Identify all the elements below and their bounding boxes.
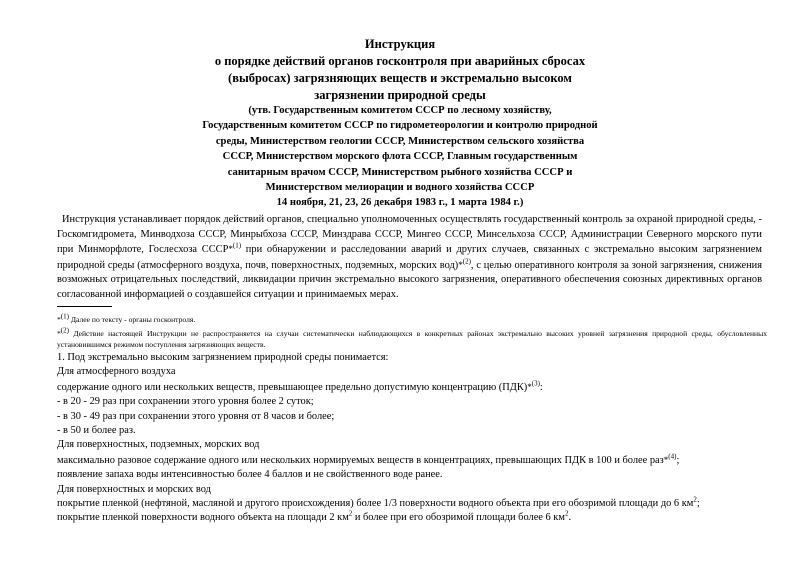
document-title [100, 36, 700, 104]
intro-text: при обнаружении и расследовании аварий и других случаев, связанных с экстремально высоким загрязнением природной среды (атмосферного воздуха, почв, поверхностных, подземных, морских вод) [57, 244, 762, 271]
list-item: - в 20 - 29 раз при сохранении этого уровня более 2 суток; [57, 396, 314, 408]
paragraph: 1. Под экстремально высоким загрязнением природной среды понимается: [57, 352, 389, 363]
footnote-text: Действие настоящей Инструкции не распространяется на случаи систематически наблюдающихся в конкретных районах экстремально высоких уровней загрязнения природной среды, обусловленных установившимся режимом поступления загрязняющих веществ. [57, 329, 767, 349]
approval-line: Государственным комитетом СССР по гидрометеорологии и контролю природной [202, 120, 598, 132]
title-line: Инструкция [364, 37, 436, 51]
approval-line: (утв. Государственным комитетом СССР по лесному хозяйству, [248, 105, 552, 116]
approval-line: санитарным врачом СССР, Министерством рыбного хозяйства СССР и [227, 166, 573, 178]
footnote-star: * [57, 329, 61, 338]
footnote [57, 328, 767, 350]
title-line: о порядке действий органов госконтроля при аварийных сбросах [214, 54, 586, 68]
footnote-ref-link[interactable]: (1) [232, 241, 242, 250]
paragraph: покрытие пленкой поверхности водного объекта на площади 2 $км^2$ и более при его обозримой площади более 6 $км^2$. [57, 510, 572, 524]
section-heading: Для поверхностных и морских вод [57, 483, 211, 495]
approval-line: 14 ноября, 21, 23, 26 декабря 1983 г., 1 марта 1984 г.) [276, 197, 524, 209]
list-item: - в 50 и более раз. [57, 425, 136, 437]
footnote-mark: (1) [60, 312, 69, 321]
approval-line: Министерством мелиорации и водного хозяйства СССР [265, 182, 535, 194]
footnote-star: * [228, 244, 233, 255]
footnote-star: * [527, 381, 532, 392]
paragraph: содержание одного или нескольких веществ, превышающее предельно допустимую концентрацию (ПДК)*$^{(3)}$: [57, 379, 543, 393]
footnote [57, 314, 767, 325]
footnote-text: Далее по тексту - органы госконтроля. [68, 315, 196, 324]
approval-line: среды, Министерством геологии СССР, Министерством сельского хозяйства [215, 135, 585, 147]
title-line: (выбросах) загрязняющих веществ и экстремально высоком [228, 71, 572, 85]
footnote-ref-link[interactable]: (4) [668, 452, 677, 461]
footnote-star: * [458, 259, 463, 270]
paragraph: появление запаха воды интенсивностью более 4 баллов и не свойственного воде ранее. [57, 469, 443, 481]
section-heading: Для атмосферного воздуха [57, 366, 176, 378]
footnote-ref-link[interactable]: (2) [462, 257, 471, 266]
paragraph: покрытие пленкой (нефтяной, масляной и другого происхождения) более 1/3 поверхности водного объекта при его обозримой площади до 6 $км^2$; [57, 495, 700, 510]
footnote-star: * [57, 315, 61, 324]
footnotes [57, 314, 767, 353]
intro-text: , с целью оперативного контроля за зоной загрязнения, снижения возможных отрицательных последствий, ликвидации причин экстремально высокого загрязнения, оперативного обеспечения союзных директивных органов согласованной информацией о создавшейся ситуации и принимаемых мерах. [57, 259, 763, 300]
footnote-divider [57, 306, 112, 307]
footnote-ref-link[interactable]: (3) [531, 379, 540, 388]
superscript: 2 [693, 495, 697, 504]
paragraph: максимально разовое содержание одного или нескольких нормируемых веществ в концентрациях, превышающих ПДК в 100 и более раз*$^{(4)}$; [57, 452, 680, 466]
footnote-star: * [663, 454, 669, 465]
superscript: 2 [564, 510, 569, 518]
section-heading: Для поверхностных, подземных, морских вод [57, 439, 260, 451]
intro-paragraph [57, 213, 762, 303]
footnote-mark: (2) [60, 326, 69, 335]
list-item: - в 30 - 49 раз при сохранении этого уровня от 8 часов и более; [57, 410, 335, 422]
title-line: загрязнении природной среды [314, 88, 486, 102]
superscript: 2 [348, 510, 353, 518]
approval-note [150, 103, 650, 211]
intro-text: Инструкция устанавливает порядок действий органов, специально уполномоченных осуществлять государственный контроль за охраной природной среды, - Госкомгидромета, Минводхоза СССР, Минрыбхоза СССР, Минздрава СССР, Мингео СССР, Минсельхоза СССР, Администрации Северного морского пути при Минморфлоте, Гослесхоза СССР [57, 214, 762, 256]
approval-line: СССР, Министерством морского флота СССР, Главным государственным [222, 151, 578, 163]
document-body [57, 351, 767, 526]
